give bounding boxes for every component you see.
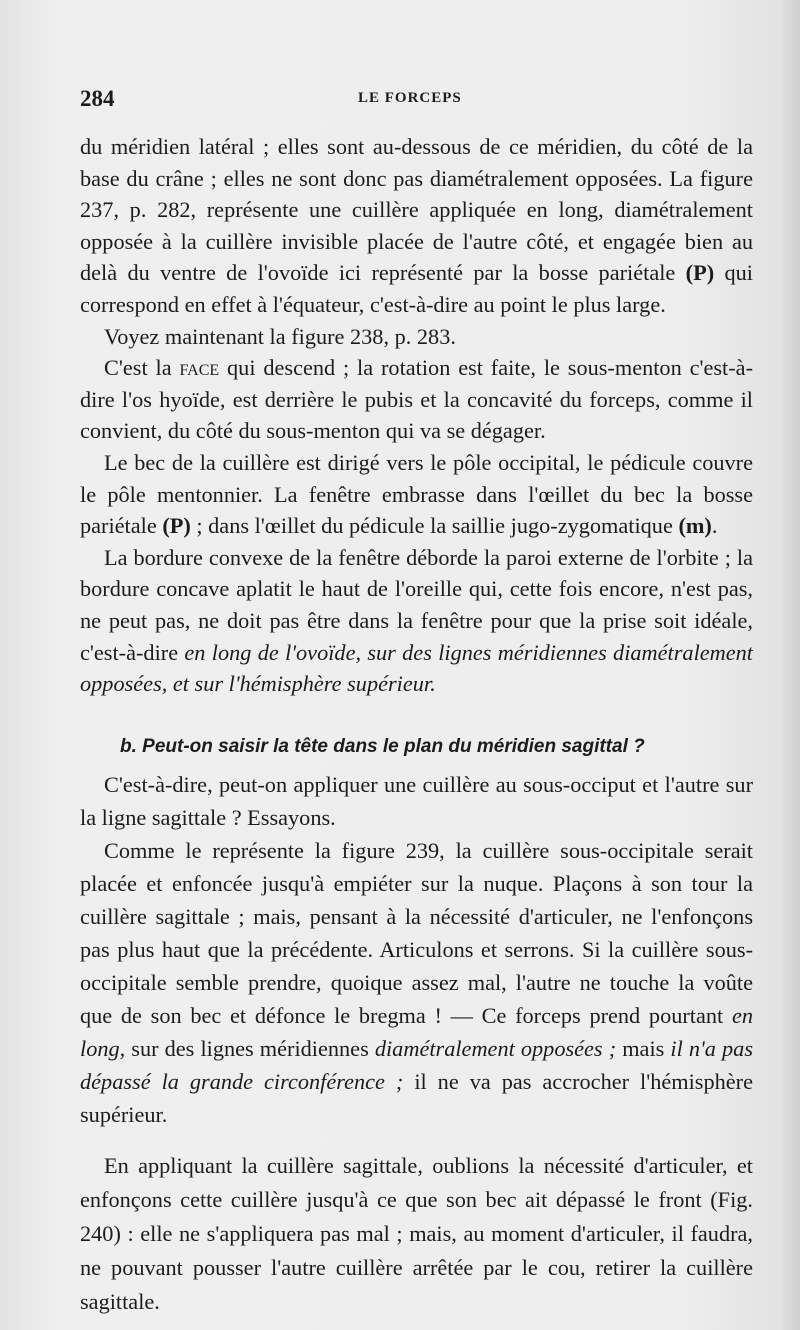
running-head: [80, 86, 750, 116]
parietal-label: (P): [162, 513, 191, 539]
running-head-title: LE FORCEPS: [358, 90, 462, 106]
paragraph-5: [80, 542, 753, 700]
page-number: 284: [80, 86, 115, 111]
paragraph-1: [80, 131, 753, 321]
paragraph-1-text-b: qui correspond en effet à l'équateur, c'est-à-dire au point le plus large.: [80, 260, 753, 317]
zygomatic-label: (m): [678, 513, 712, 539]
paragraph-4-text-a: Le bec de la cuillère est dirigé vers le pôle occipital, le pédicule couvre le pôle mentonnier. La fenêtre embrasse dans l'œillet du bec la bosse pariétale: [80, 449, 753, 539]
paragraph-2: Voyez maintenant la figure 238, p. 283.: [104, 323, 456, 349]
paragraph-7-emphasis-1: en long,: [80, 1002, 753, 1061]
paragraph-7-text-d: il ne va pas accrocher l'hémisphère supérieur.: [80, 1068, 753, 1127]
face-small-caps: face: [179, 355, 220, 381]
paragraph-4: [80, 447, 753, 542]
paragraph-6: C'est-à-dire, peut-on appliquer une cuillère au sous-occiput et l'autre sur la ligne sagittale ? Essayons.: [80, 771, 753, 830]
paragraph-4-text-c: .: [711, 513, 718, 539]
paragraph-5-emphasis: en long de l'ovoïde, sur des lignes méridiennes diamétralement opposées, et sur l'hémisphère supérieur.: [80, 639, 753, 697]
paragraph-7-text-b: sur des lignes méridiennes: [125, 1035, 375, 1061]
paragraph-7-text-a: Comme le représente la figure 239, la cuillère sous-occipitale serait placée et enfoncée jusqu'à empiéter sur la nuque. Plaçons à son tour la cuillère sagittale ; mais, pensant à la nécessité d'articuler, ne l'enfonçons pas plus haut que la précédente. Articulons et serrons. Si la cuillère sous-occipitale semble prendre, quoique assez mal, l'autre ne touche la voûte que de son bec et défonce le bregma ! — Ce forceps prend pourtant: [80, 837, 753, 1028]
paragraph-7-text-c: mais: [616, 1035, 671, 1061]
paragraph-5-text-a: La bordure convexe de la fenêtre déborde la paroi externe de l'orbite ; la bordure concave aplatit le haut de l'oreille qui, cette fois encore, n'est pas, ne peut pas, ne doit pas être dans la fenêtre pour que la prise soit idéale, c'est-à-dire: [80, 544, 753, 665]
paragraph-8: En appliquant la cuillère sagittale, oublions la nécessité d'articuler, et enfonçons cette cuillère jusqu'à ce que son bec ait dépassé le front (Fig. 240) : elle ne s'appliquera pas mal ; mais, au moment d'articuler, il faudra, ne pouvant pousser l'autre cuillère arrêtée par le cou, retirer la cuillère sagittale.: [80, 1152, 753, 1314]
section-subheading: b. Peut-on saisir la tête dans le plan du méridien sagittal ?: [120, 735, 645, 757]
paragraph-1-text-a: du méridien latéral ; elles sont au-dessous de ce méridien, du côté de la base du crâne ; elles ne sont donc pas diamétralement opposées. La figure 237, p. 282, représente une cuillère appliquée en long, diamétralement opposée à la cuillère invisible placée de l'autre côté, et engagée bien au delà du ventre de l'ovoïde ici représenté par la bosse pariétale: [80, 134, 753, 286]
closing-section: [80, 1149, 753, 1319]
paragraph-3: [80, 352, 753, 447]
paragraph-3-text-a: C'est la: [104, 355, 180, 381]
section-b-body: [80, 768, 753, 1131]
body-text: [80, 131, 753, 1319]
paragraph-7: [80, 834, 753, 1131]
parietal-label: (P): [685, 260, 715, 286]
paragraph-4-text-b: ; dans l'œillet du pédicule la saillie jugo-zygomatique: [190, 513, 679, 539]
paragraph-3-text-b: qui descend ; la rotation est faite, le sous-menton c'est-à-dire l'os hyoïde, est derrière le pubis et la concavité du forceps, comme il convient, du côté du sous-menton qui va se dégager.: [80, 355, 754, 444]
paragraph-7-emphasis-3: il n'a pas dépassé la grande circonférence ;: [80, 1035, 754, 1094]
paragraph-7-emphasis-2: diamétralement opposées ;: [374, 1035, 617, 1061]
